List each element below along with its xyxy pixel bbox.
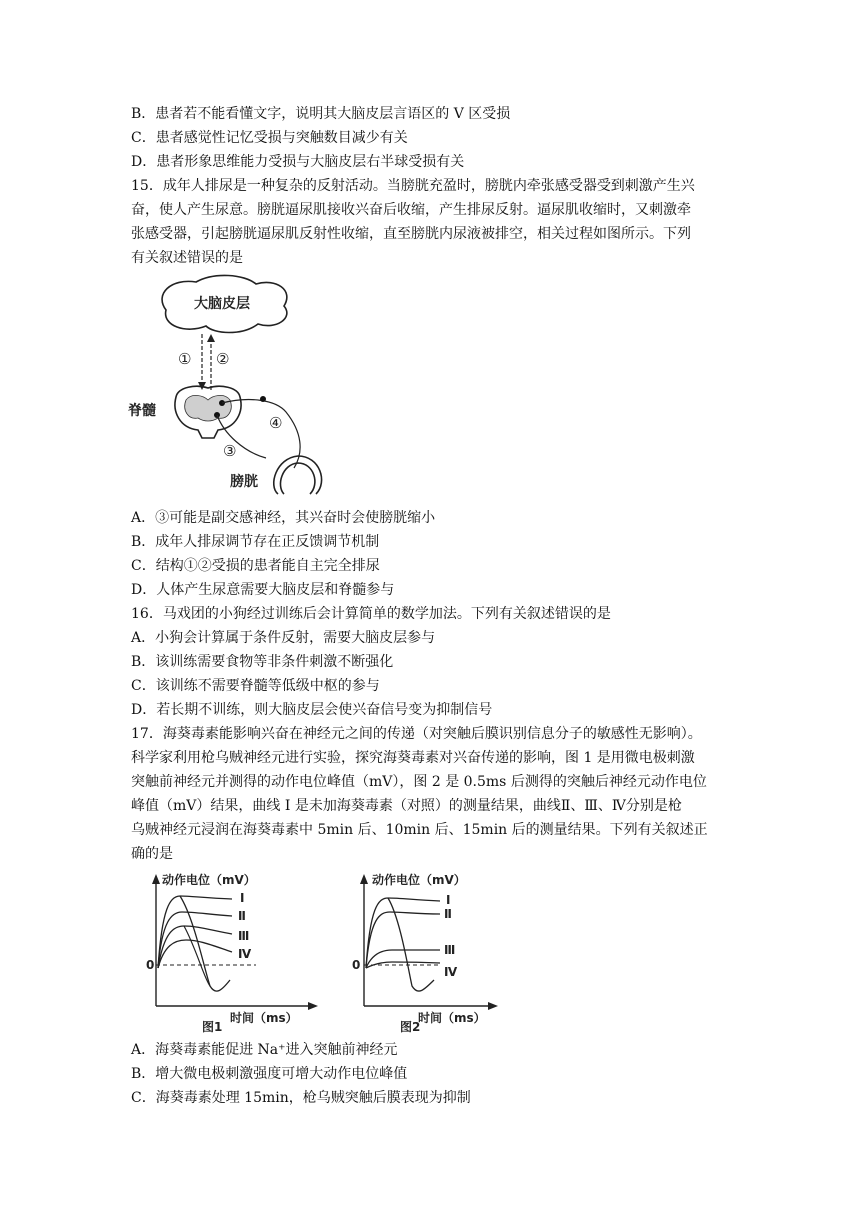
q17-stem-line: 17．海葵毒素能影响兴奋在神经元之间的传递（对突触后膜识别信息分子的敏感性无影响）。 [131,726,702,742]
q14-option-b: B．患者若不能看懂文字，说明其大脑皮层言语区的 V 区受损 [131,106,511,122]
bladder-label: 膀胱 [230,474,258,490]
fig1-curve-3-label: Ⅲ [238,929,250,943]
q17-stem-line: 科学家利用枪乌贼神经元进行实验，探究海葵毒素对兴奋传递的影响，图 1 是用微电极刺激 [131,750,695,766]
q15-option-a: A．③可能是副交感神经，其兴奋时会使膀胱缩小 [131,510,436,526]
nerve-3-label: ③ [223,442,237,460]
fig1-curve-2-label: Ⅱ [238,909,246,923]
fig1-y-label: 动作电位（mV） [162,873,256,887]
q15-stem-line: 有关叙述错误的是 [131,250,243,266]
q16-option-a: A．小狗会计算属于条件反射，需要大脑皮层参与 [131,630,436,646]
cortex-label: 大脑皮层 [194,296,250,312]
q15-option-b: B．成年人排尿调节存在正反馈调节机制 [131,534,380,550]
q14-option-d: D．患者形象思维能力受损与大脑皮层右半球受损有关 [131,154,465,170]
figure-2-postsynaptic-potential [342,868,502,1034]
q14-option-c: C．患者感觉性记忆受损与突触数目减少有关 [131,130,408,146]
q16-stem: 16．马戏团的小狗经过训练后会计算简单的数学加法。下列有关叙述错误的是 [131,606,611,622]
fig2-x-label: 时间（ms） [418,1011,486,1025]
q15-stem-line: 张感受器，引起膀胱逼尿肌反射性收缩，直至膀胱内尿液被排空，相关过程如图所示。下列 [131,226,691,242]
pathway-1-label: ① [178,350,192,368]
q15-stem-line: 奋，使人产生尿意。膀胱逼尿肌接收兴奋后收缩，产生排尿反射。逼尿肌收缩时，又刺激牵 [131,202,691,218]
fig2-curve-2-label: Ⅱ [444,907,452,921]
q17-stem-line: 突触前神经元并测得的动作电位峰值（mV），图 2 是 0.5ms 后测得的突触后神经元动作电位 [131,774,707,790]
pathway-2-label: ② [216,350,230,368]
fig1-curve-2 [158,912,232,968]
fig2-y-label: 动作电位（mV） [372,873,466,887]
q17-option-c: C．海葵毒素处理 15min，枪乌贼突触后膜表现为抑制 [131,1090,471,1106]
fig2-caption: 图2 [400,1020,421,1034]
fig1-zero-label: 0 [146,958,155,972]
spinal-cord-label: 脊髓 [128,403,156,419]
q17-stem-line: 峰值（mV）结果，曲线 I 是未加海葵毒素（对照）的测量结果，曲线Ⅱ、Ⅲ、Ⅳ分别是枪 [131,798,682,814]
fig1-curve-1-label: I [240,891,245,905]
q15-option-c: C．结构①②受损的患者能自主完全排尿 [131,558,380,574]
micturition-reflex-figure [126,272,336,500]
fig2-curve-3-label: Ⅲ [444,943,456,957]
q16-option-c: C．该训练不需要脊髓等低级中枢的参与 [131,678,380,694]
nerve-4-label: ④ [269,414,283,432]
fig2-zero-label: 0 [352,958,361,972]
fig1-curve-4-label: Ⅳ [238,947,252,961]
q16-option-d: D．若长期不训练，则大脑皮层会使兴奋信号变为抑制信号 [131,702,493,718]
q16-option-b: B．该训练需要食物等非条件刺激不断强化 [131,654,394,670]
fig1-curve-4 [158,940,232,968]
q15-option-d: D．人体产生尿意需要大脑皮层和脊髓参与 [131,582,395,598]
fig2-curve-1-label: I [446,893,451,907]
q17-option-b: B．增大微电极刺激强度可增大动作电位峰值 [131,1066,408,1082]
fig2-repolarization [388,898,434,991]
fig2-curve-4-label: Ⅳ [444,965,458,979]
q17-stem-line: 确的是 [131,846,173,862]
fig2-curve-1 [366,898,440,968]
fig1-x-label: 时间（ms） [230,1011,298,1025]
q17-option-a: A．海葵毒素能促进 Na⁺进入突触前神经元 [131,1042,398,1058]
fig1-caption: 图1 [202,1020,223,1034]
figure-1-presynaptic-potential [144,868,324,1034]
q15-stem-line: 15．成年人排尿是一种复杂的反射活动。当膀胱充盈时，膀胱内牵张感受器受到刺激产生兴 [131,178,695,194]
q17-stem-line: 乌贼神经元浸润在海葵毒素中 5min 后、10min 后、15min 后的测量结果。下列有关叙述正 [131,822,708,838]
